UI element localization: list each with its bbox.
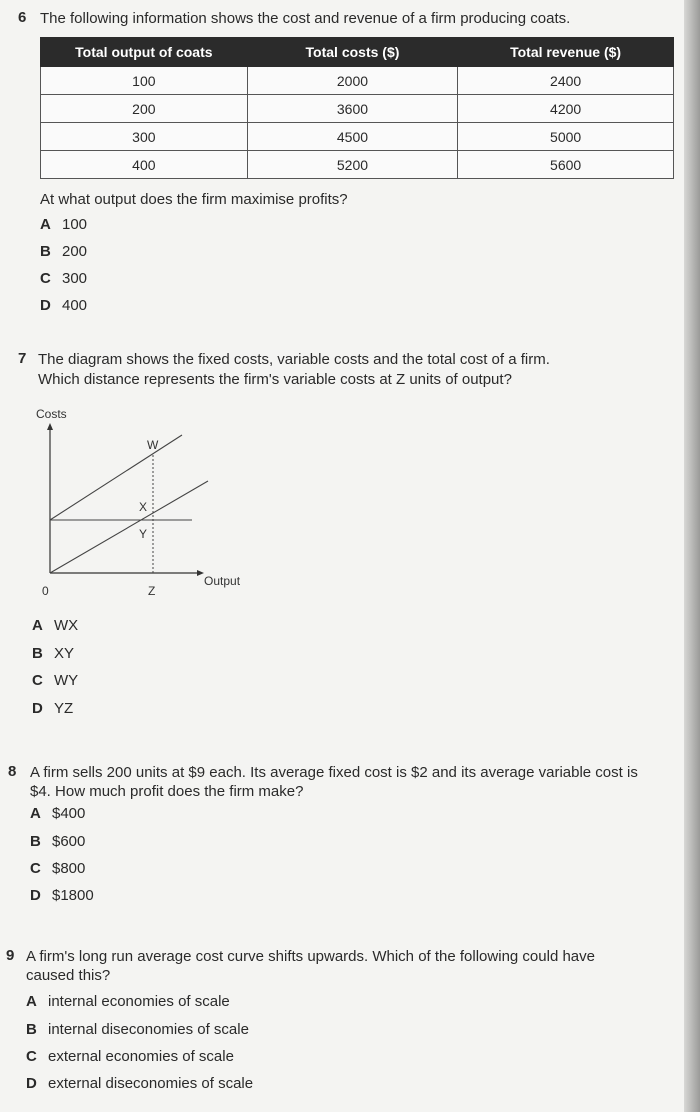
option-d[interactable] <box>30 887 94 904</box>
option-letter: A <box>26 993 37 1010</box>
x-axis-arrow <box>197 570 204 576</box>
option-a[interactable] <box>26 993 230 1010</box>
option-a[interactable] <box>40 216 87 233</box>
question-text-line-2: $4. How much profit does the firm make? <box>30 783 304 800</box>
question-text-line-1: A firm's long run average cost curve shifts upwards. Which of the following could have <box>26 948 595 965</box>
question-prompt: At what output does the firm maximise profits? <box>40 191 348 208</box>
option-b[interactable] <box>30 833 85 850</box>
option-letter: B <box>30 833 41 850</box>
option-b[interactable] <box>40 243 87 260</box>
option-text: 200 <box>62 243 88 260</box>
option-c[interactable] <box>30 860 85 877</box>
table-cell: 400 <box>41 151 248 179</box>
option-letter: B <box>40 243 51 260</box>
y-axis-arrow <box>47 423 53 430</box>
option-letter: C <box>26 1048 37 1065</box>
option-b[interactable] <box>32 645 74 662</box>
point-label-x: X <box>139 500 148 514</box>
option-a[interactable] <box>32 617 78 634</box>
option-text: external diseconomies of scale <box>48 1075 254 1092</box>
table-row <box>41 67 674 95</box>
table-cell: 5200 <box>247 151 458 179</box>
cost-diagram <box>30 405 270 605</box>
option-d[interactable] <box>26 1075 253 1092</box>
table-cell: 100 <box>41 67 248 95</box>
option-text: external economies of scale <box>48 1048 234 1065</box>
option-text: WX <box>54 617 79 634</box>
table-header-row <box>41 38 674 67</box>
option-letter: B <box>32 645 43 662</box>
question-number: 8 <box>8 763 17 780</box>
option-b[interactable] <box>26 1021 249 1038</box>
variable-cost-line <box>50 481 208 573</box>
table-cell: 5600 <box>458 151 674 179</box>
table-header: Total revenue ($) <box>458 38 674 67</box>
option-text: 300 <box>62 270 88 287</box>
table-header: Total output of coats <box>41 38 248 67</box>
origin-label: 0 <box>42 584 49 598</box>
option-text: $800 <box>52 860 86 877</box>
table-cell: 4200 <box>458 95 674 123</box>
option-d[interactable] <box>32 700 73 717</box>
question-number: 7 <box>18 350 27 367</box>
table-row <box>41 95 674 123</box>
table-cell: 3600 <box>247 95 458 123</box>
option-text: internal economies of scale <box>48 993 230 1010</box>
option-letter: A <box>30 805 41 822</box>
option-text: 100 <box>62 216 88 233</box>
option-letter: D <box>40 297 51 314</box>
table-cell: 4500 <box>247 123 458 151</box>
question-text-line-1: The diagram shows the fixed costs, variable costs and the total cost of a firm. <box>38 351 550 368</box>
option-letter: A <box>32 617 43 634</box>
point-label-y: Y <box>139 527 148 541</box>
table-cell: 2000 <box>247 67 458 95</box>
option-c[interactable] <box>40 270 87 287</box>
table-row <box>41 123 674 151</box>
table-cell: 5000 <box>458 123 674 151</box>
option-text: XY <box>54 645 75 662</box>
table-cell: 300 <box>41 123 248 151</box>
question-text: The following information shows the cost and revenue of a firm producing coats. <box>40 10 571 27</box>
option-text: 400 <box>62 297 88 314</box>
option-letter: C <box>40 270 51 287</box>
table-header: Total costs ($) <box>247 38 458 67</box>
option-letter: C <box>32 672 43 689</box>
table-row <box>41 151 674 179</box>
question-text-line-1: A firm sells 200 units at $9 each. Its average fixed cost is $2 and its average variable cost is <box>30 764 638 781</box>
option-d[interactable] <box>40 297 87 314</box>
option-letter: C <box>30 860 41 877</box>
question-text-line-2: Which distance represents the firm's variable costs at Z units of output? <box>38 371 512 388</box>
option-text: YZ <box>54 700 74 717</box>
option-letter: A <box>40 216 51 233</box>
page-edge-shadow <box>684 0 700 1112</box>
option-letter: B <box>26 1021 37 1038</box>
option-letter: D <box>32 700 43 717</box>
y-axis-label: Costs <box>36 407 67 421</box>
option-text: internal diseconomies of scale <box>48 1021 249 1038</box>
option-c[interactable] <box>26 1048 234 1065</box>
table-cell: 2400 <box>458 67 674 95</box>
table-cell: 200 <box>41 95 248 123</box>
option-text: WY <box>54 672 79 689</box>
point-label-w: W <box>147 438 159 452</box>
option-letter: D <box>26 1075 37 1092</box>
option-text: $600 <box>52 833 86 850</box>
option-text: $400 <box>52 805 86 822</box>
x-axis-label: Output <box>204 574 241 588</box>
question-text-line-2: caused this? <box>26 967 111 984</box>
point-label-z: Z <box>148 584 156 598</box>
option-letter: D <box>30 887 41 904</box>
option-c[interactable] <box>32 672 78 689</box>
option-text: $1800 <box>52 887 94 904</box>
cost-revenue-table <box>40 37 674 179</box>
question-number: 9 <box>6 947 15 964</box>
option-a[interactable] <box>30 805 85 822</box>
question-number: 6 <box>18 9 27 26</box>
